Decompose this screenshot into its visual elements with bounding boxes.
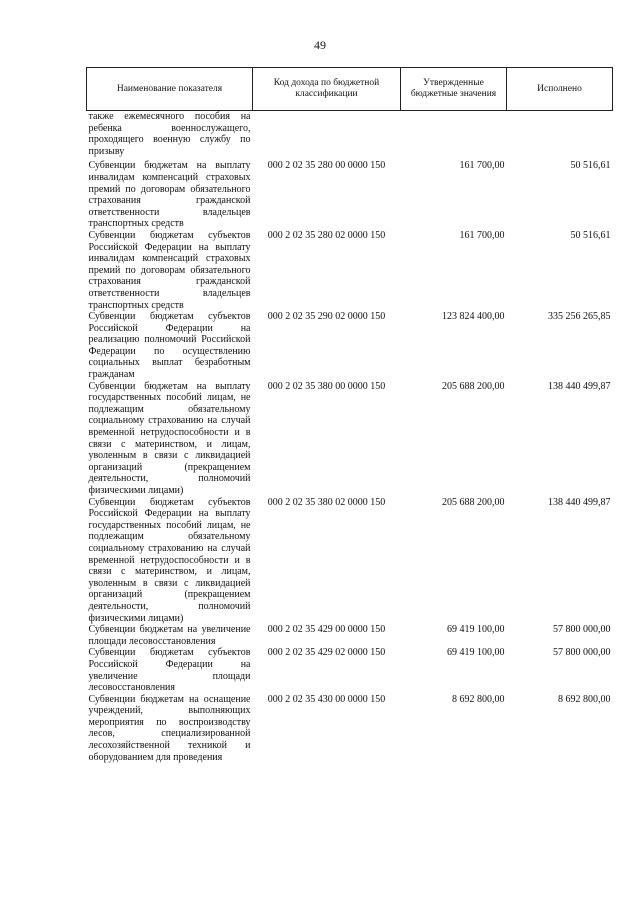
- budget-table: [86, 67, 613, 763]
- approved-value: 123 824 400,00: [442, 311, 505, 323]
- indicator-name: Субвенции бюджетам субъектов Российской Федерации на увеличение площади лесовосстановления: [88, 647, 251, 694]
- header-income-code: Код дохода по бюджетной классификации: [253, 68, 401, 111]
- executed-value: [507, 111, 613, 161]
- table-row: [87, 230, 613, 311]
- table-body: [87, 111, 613, 764]
- executed-value: 335 256 265,85: [548, 311, 611, 323]
- table-row: [87, 497, 613, 625]
- executed-value: 138 440 499,87: [548, 496, 611, 508]
- header-executed: Исполнено: [507, 68, 613, 111]
- income-code: [253, 111, 401, 161]
- executed-value: 57 800 000,00: [553, 624, 611, 636]
- approved-value: 161 700,00: [459, 229, 505, 241]
- indicator-name: Субвенции бюджетам на выплату государственных пособий лицам, не подлежащим обязательному социальному страхованию на случай временной нетрудоспособности и в связи с материнством, и лицам, уволенным в связи с ликвидацией организаций (прекращением деятельности, полномочий физическими лицами): [88, 380, 251, 496]
- indicator-name: Субвенции бюджетам субъектов Российской Федерации на выплату государственных пособий лицам, не подлежащим обязательному социальному страхованию на случай временной нетрудоспособности и в связи с материнством, и лицам, уволенным в связи с ликвидацией организаций (прекращением деятельности, полномочий физическими лицами): [88, 496, 251, 624]
- approved-value: 69 419 100,00: [447, 624, 505, 636]
- income-code: 000 2 02 35 429 02 0000 150: [267, 647, 386, 659]
- approved-value: 69 419 100,00: [447, 647, 505, 659]
- indicator-name: Субвенции бюджетам субъектов Российской Федерации на реализацию полномочий Российской Федерации по осуществлению социальных выплат безработным гражданам: [88, 311, 251, 381]
- indicator-name: Субвенции бюджетам на оснащение учреждений, выполняющих мероприятия по воспроизводству лесов, специализированной лесохозяйственной техникой и оборудованием для проведения: [88, 693, 251, 763]
- executed-value: 138 440 499,87: [548, 380, 611, 392]
- income-code: 000 2 02 35 290 02 0000 150: [267, 311, 386, 323]
- table-row: [87, 111, 613, 161]
- table-row: [87, 694, 613, 764]
- approved-value: 8 692 800,00: [452, 693, 505, 705]
- table-row: [87, 311, 613, 381]
- header-approved-values: Утвержденные бюджетные значения: [401, 68, 507, 111]
- executed-value: 50 516,61: [570, 160, 611, 172]
- approved-value: [401, 111, 507, 161]
- income-code: 000 2 02 35 429 00 0000 150: [267, 624, 386, 636]
- income-code: 000 2 02 35 280 02 0000 150: [267, 229, 386, 241]
- table-row: [87, 624, 613, 647]
- indicator-name: Субвенции бюджетам на увеличение площади лесовосстановления: [88, 624, 251, 647]
- approved-value: 205 688 200,00: [442, 380, 505, 392]
- indicator-name: также ежемесячного пособия на ребенка военнослужащего, проходящего военную службу по призыву: [88, 111, 251, 157]
- table-row: [87, 160, 613, 230]
- income-code: 000 2 02 35 380 02 0000 150: [267, 496, 386, 508]
- header-indicator-name: Наименование показателя: [87, 68, 253, 111]
- executed-value: 57 800 000,00: [553, 647, 611, 659]
- page-number: 49: [314, 38, 326, 52]
- income-code: 000 2 02 35 280 00 0000 150: [267, 160, 386, 172]
- executed-value: 50 516,61: [570, 229, 611, 241]
- indicator-name: Субвенции бюджетам субъектов Российской Федерации на выплату инвалидам компенсаций страховых премий по договорам обязательного страхования гражданской ответственности владельцев транспортных средств: [88, 229, 251, 311]
- table-row: [87, 647, 613, 693]
- table-row: [87, 381, 613, 497]
- approved-value: 161 700,00: [459, 160, 505, 172]
- approved-value: 205 688 200,00: [442, 496, 505, 508]
- table-header: [87, 68, 613, 111]
- executed-value: 8 692 800,00: [558, 693, 611, 705]
- indicator-name: Субвенции бюджетам на выплату инвалидам компенсаций страховых премий по договорам обязательного страхования гражданской ответственности владельцев транспортных средств: [88, 160, 251, 230]
- income-code: 000 2 02 35 430 00 0000 150: [267, 693, 386, 705]
- income-code: 000 2 02 35 380 00 0000 150: [267, 380, 386, 392]
